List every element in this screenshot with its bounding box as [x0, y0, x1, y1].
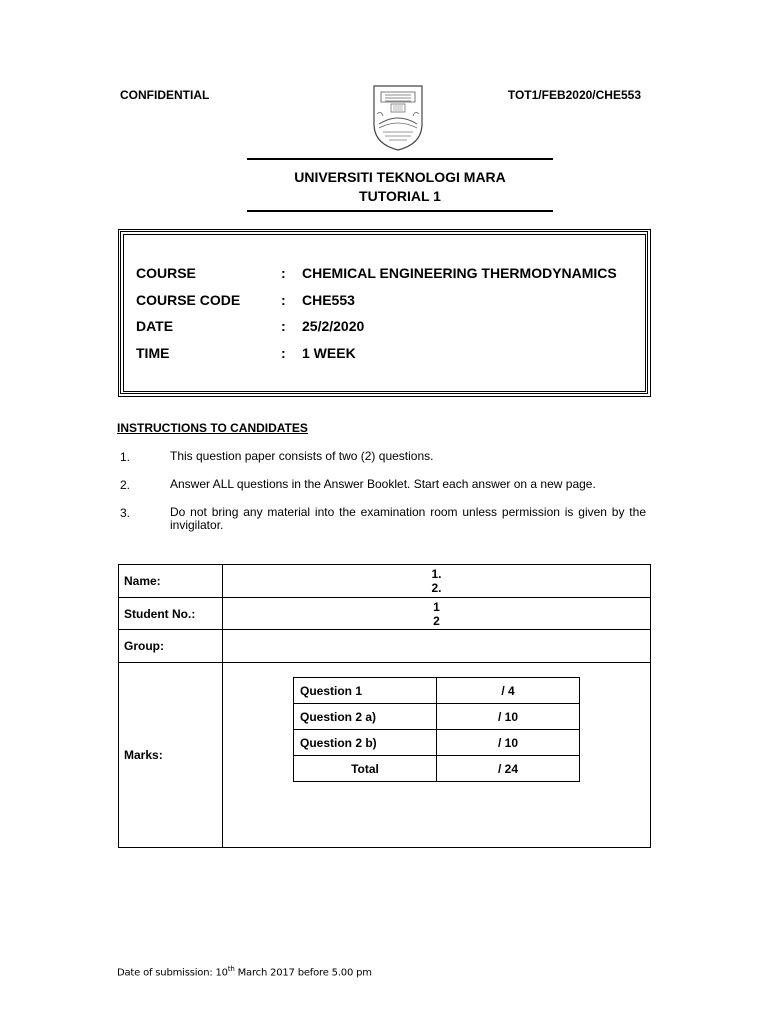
student-no-field[interactable]	[223, 598, 651, 630]
course-colon: :	[281, 265, 286, 281]
student-no-row	[119, 598, 651, 630]
course-label: COURSE	[136, 265, 196, 281]
question-label: Question 2 b)	[294, 730, 437, 756]
time-label: TIME	[136, 345, 170, 361]
group-row	[119, 630, 651, 663]
marks-label: Marks:	[119, 663, 223, 848]
title-rule-top	[247, 158, 553, 160]
submission-date-suffix: March 2017 before 5.00 pm	[234, 967, 372, 979]
course-code-colon: :	[281, 292, 286, 308]
course-code-value: CHE553	[302, 292, 355, 308]
question-marks[interactable]: / 4	[437, 678, 580, 704]
student-no-line-1: 1	[433, 599, 440, 614]
title-rule-bottom	[247, 210, 553, 212]
question-marks[interactable]: / 10	[437, 730, 580, 756]
university-name: UNIVERSITI TEKNOLOGI MARA	[294, 169, 506, 185]
question-marks[interactable]: / 10	[437, 704, 580, 730]
marks-table-row	[294, 704, 580, 730]
time-value: 1 WEEK	[302, 345, 356, 361]
group-field[interactable]	[223, 630, 651, 663]
instruction-number: 1.	[120, 450, 131, 464]
time-colon: :	[281, 345, 286, 361]
tutorial-title: TUTORIAL 1	[359, 188, 441, 204]
instruction-number: 3.	[120, 506, 131, 520]
submission-date-prefix: Date of submission: 10	[117, 967, 228, 979]
instruction-text: Do not bring any material into the examination room unless permission is given by the invigilator.	[170, 505, 646, 532]
student-no-line-2: 2	[433, 613, 440, 628]
course-info-box	[118, 229, 651, 397]
instruction-number: 2.	[120, 478, 131, 492]
question-label: Question 2 a)	[294, 704, 437, 730]
marks-table-row	[294, 730, 580, 756]
date-colon: :	[281, 318, 286, 334]
name-line-1: 1.	[431, 567, 442, 581]
date-label: DATE	[136, 318, 174, 334]
submission-date	[117, 965, 372, 978]
confidential-label: CONFIDENTIAL	[120, 88, 210, 102]
instructions-heading: INSTRUCTIONS TO CANDIDATES	[117, 421, 308, 435]
marks-table-row	[294, 678, 580, 704]
name-line-2: 2.	[431, 581, 442, 595]
submission-date-ordinal: th	[227, 965, 235, 973]
student-no-label: Student No.:	[119, 598, 223, 630]
total-marks[interactable]: / 24	[437, 756, 580, 782]
course-code-label: COURSE CODE	[136, 292, 241, 308]
group-label: Group:	[119, 630, 223, 663]
reference-code: TOT1/FEB2020/CHE553	[507, 88, 641, 102]
marks-total-row	[294, 756, 580, 782]
name-field[interactable]	[223, 565, 651, 598]
marks-table	[293, 677, 580, 782]
course-value: CHEMICAL ENGINEERING THERMODYNAMICS	[302, 265, 617, 281]
instruction-text: Answer ALL questions in the Answer Booklet. Start each answer on a new page.	[170, 477, 596, 491]
date-value: 25/2/2020	[302, 318, 365, 334]
total-label: Total	[294, 756, 437, 782]
name-label: Name:	[119, 565, 223, 598]
question-label: Question 1	[294, 678, 437, 704]
name-row	[119, 565, 651, 598]
instruction-text: This question paper consists of two (2) questions.	[170, 449, 434, 463]
university-crest-icon	[371, 84, 425, 152]
